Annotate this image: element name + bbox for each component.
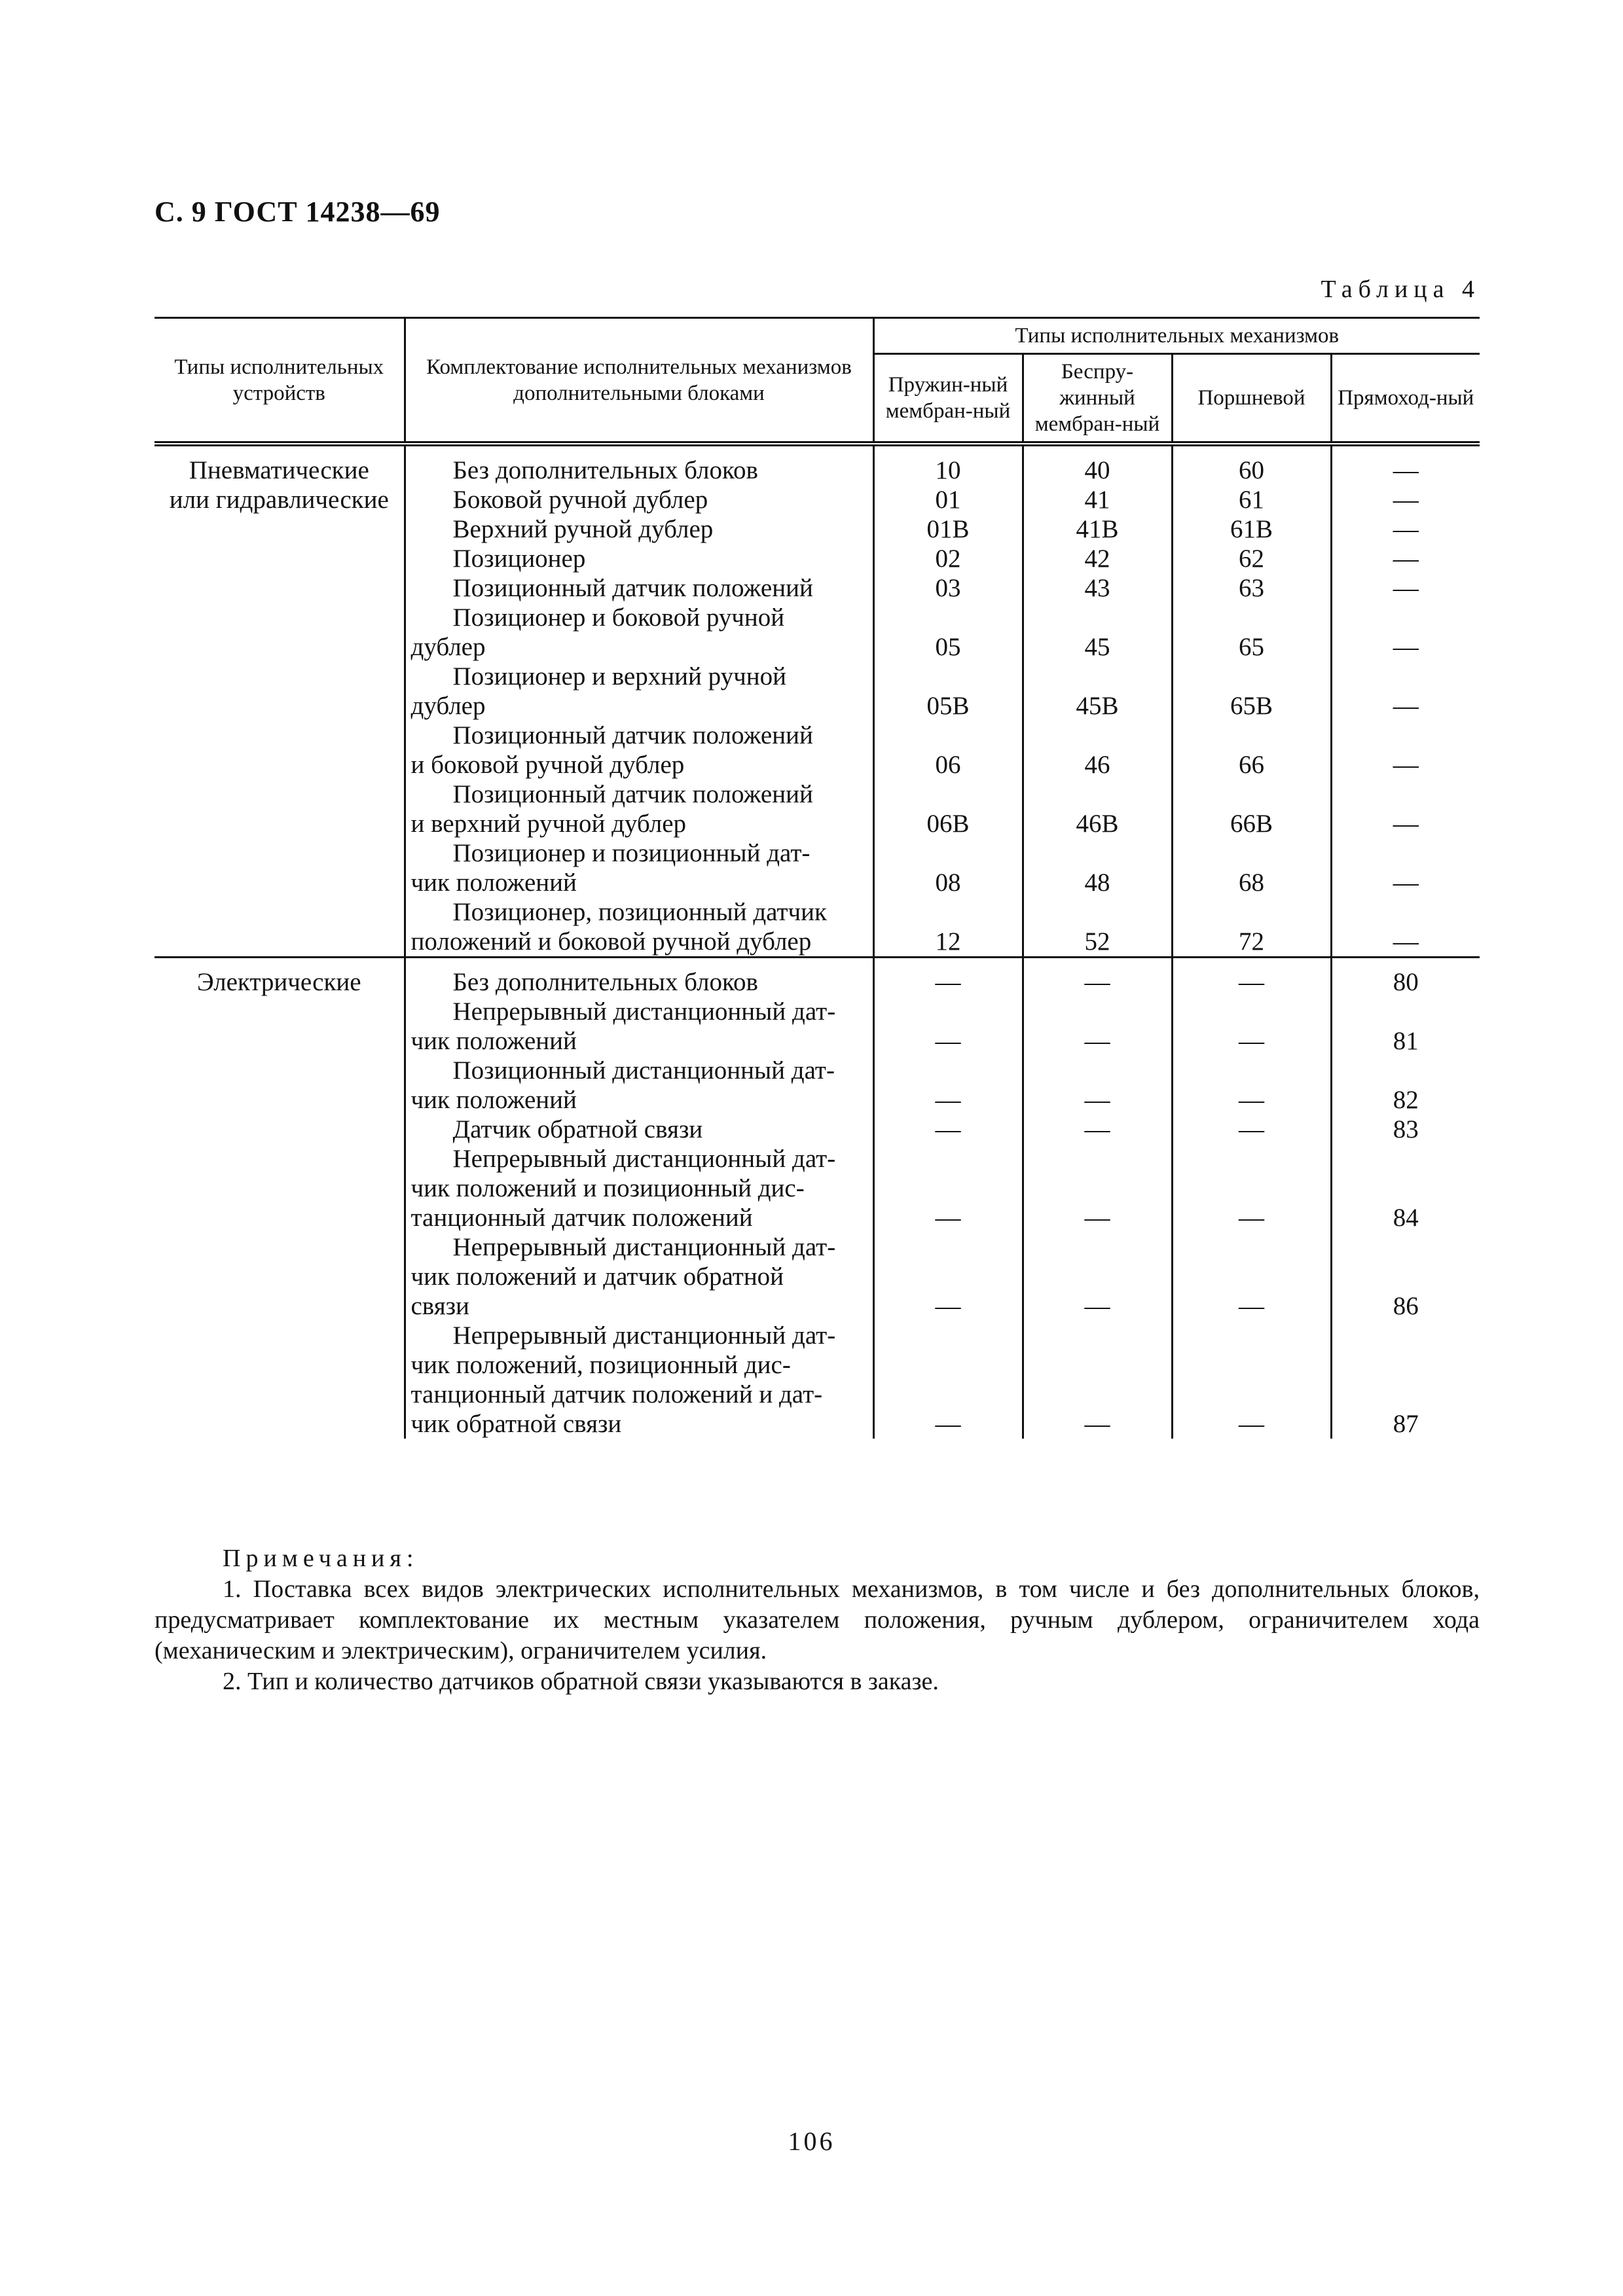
code-cell: 46 [1023, 721, 1172, 780]
kit-line: Позиционный датчик положений [452, 780, 813, 808]
code-cell: 10 [873, 444, 1023, 485]
code-cell: — [1023, 1115, 1172, 1144]
kit-line: чик положений [410, 1027, 577, 1055]
code-cell: 61 [1172, 485, 1331, 514]
header-kit: Комплектование исполнительных механизмов дополнительными блоками [405, 318, 873, 444]
kit-cell [405, 514, 873, 544]
notes [155, 1543, 1480, 1697]
code-cell: 02 [873, 544, 1023, 573]
code-cell: — [1023, 1232, 1172, 1321]
code-cell: — [1172, 997, 1331, 1056]
code-cell: 45 [1023, 603, 1172, 662]
kit-line: Верхний ручной дублер [452, 515, 714, 543]
code-cell: 40 [1023, 444, 1172, 485]
code-cell: 06В [873, 780, 1023, 838]
code-cell: — [1023, 1321, 1172, 1439]
code-cell: — [873, 1056, 1023, 1115]
header-linear: Прямоход-ный [1331, 354, 1480, 444]
code-cell: 65 [1172, 603, 1331, 662]
kit-cell [405, 958, 873, 997]
code-cell: 52 [1023, 897, 1172, 958]
code-cell: 65В [1172, 662, 1331, 721]
kit-line: чик положений, позиционный дис- [410, 1351, 791, 1379]
kit-line: чик положений [410, 869, 577, 897]
code-cell: — [1023, 1144, 1172, 1232]
code-cell: — [1331, 485, 1480, 514]
code-cell: 01В [873, 514, 1023, 544]
code-cell: — [1172, 1056, 1331, 1115]
code-cell: — [1331, 721, 1480, 780]
kit-line: Без дополнительных блоков [452, 456, 758, 484]
note-1: 1. Поставка всех видов электрических исполнительных механизмов, в том числе и без дополнительных блоков, предусматривает комплектование их местным указателем положения, ручным дублером, ограничителем хода (механическим и электрическим), ограничителем усилия. [155, 1575, 1480, 1664]
code-cell: — [1331, 838, 1480, 897]
page-header: С. 9 ГОСТ 14238—69 [155, 196, 441, 228]
code-cell: — [1172, 958, 1331, 997]
code-cell: 80 [1331, 958, 1480, 997]
kit-line: Позиционер и боковой ручной [452, 603, 785, 632]
kit-line: Непрерывный дистанционный дат- [452, 1233, 836, 1261]
notes-heading: Примечания: [223, 1545, 419, 1572]
code-cell: — [1172, 1144, 1331, 1232]
kit-cell [405, 780, 873, 838]
code-cell: — [1331, 662, 1480, 721]
code-cell: 41В [1023, 514, 1172, 544]
kit-line: Непрерывный дистанционный дат- [452, 1321, 836, 1350]
kit-line: дублер [410, 692, 486, 720]
kit-line: и боковой ручной дублер [410, 751, 685, 779]
kit-line: Непрерывный дистанционный дат- [452, 1145, 836, 1173]
code-cell: 82 [1331, 1056, 1480, 1115]
kit-line: дублер [410, 633, 486, 661]
kit-line: Позиционер [452, 545, 586, 573]
code-cell: 72 [1172, 897, 1331, 958]
kit-cell [405, 544, 873, 573]
code-cell: — [1023, 958, 1172, 997]
code-cell: — [873, 997, 1023, 1056]
kit-line: Позиционный датчик положений [452, 574, 813, 602]
kit-line: Позиционер, позиционный датчик [452, 898, 827, 926]
code-cell: — [1331, 780, 1480, 838]
kit-line: Датчик обратной связи [452, 1115, 703, 1143]
code-cell: 81 [1331, 997, 1480, 1056]
kit-line: Позиционер и позиционный дат- [452, 839, 811, 867]
actuator-table [155, 317, 1480, 1439]
device-type-cell [155, 958, 405, 1439]
code-cell: 12 [873, 897, 1023, 958]
kit-cell [405, 897, 873, 958]
table-row [155, 958, 1480, 997]
code-cell: — [1331, 897, 1480, 958]
code-cell: 41 [1023, 485, 1172, 514]
code-cell: 03 [873, 573, 1023, 603]
code-cell: — [873, 1321, 1023, 1439]
header-mechanism-types: Типы исполнительных механизмов [873, 318, 1480, 354]
table-caption: Таблица 4 [1321, 276, 1480, 303]
kit-cell [405, 1232, 873, 1321]
code-cell: 01 [873, 485, 1023, 514]
code-cell: — [1331, 573, 1480, 603]
code-cell: — [1331, 603, 1480, 662]
kit-cell [405, 721, 873, 780]
kit-cell [405, 1321, 873, 1439]
code-cell: 43 [1023, 573, 1172, 603]
page-number: 106 [788, 2126, 835, 2156]
kit-line: Позиционный дистанционный дат- [452, 1056, 835, 1085]
header-device-types: Типы исполнительных устройств [155, 318, 405, 444]
kit-cell [405, 444, 873, 485]
table-row [155, 444, 1480, 485]
kit-line: чик положений и позиционный дис- [410, 1174, 805, 1202]
kit-cell [405, 573, 873, 603]
device-type-label-2: или гидравлические [169, 486, 389, 514]
kit-line: Боковой ручной дублер [452, 486, 708, 514]
code-cell: — [1023, 997, 1172, 1056]
code-cell: — [873, 1115, 1023, 1144]
code-cell: — [873, 958, 1023, 997]
code-cell: 83 [1331, 1115, 1480, 1144]
code-cell: — [1023, 1056, 1172, 1115]
code-cell: 86 [1331, 1232, 1480, 1321]
code-cell: 05В [873, 662, 1023, 721]
kit-line: Позиционный датчик положений [452, 721, 813, 749]
code-cell: 42 [1023, 544, 1172, 573]
kit-cell [405, 1144, 873, 1232]
kit-cell [405, 838, 873, 897]
kit-cell [405, 997, 873, 1056]
note-2: 2. Тип и количество датчиков обратной связи указываются в заказе. [223, 1668, 939, 1695]
code-cell: — [1172, 1115, 1331, 1144]
kit-line: связи [410, 1292, 469, 1320]
code-cell: 87 [1331, 1321, 1480, 1439]
code-cell: 62 [1172, 544, 1331, 573]
kit-cell [405, 662, 873, 721]
device-type-cell [155, 444, 405, 958]
code-cell: 08 [873, 838, 1023, 897]
header-spring-membrane: Пружин-ный мембран-ный [873, 354, 1023, 444]
kit-cell [405, 485, 873, 514]
kit-line: Без дополнительных блоков [452, 968, 758, 996]
code-cell: 84 [1331, 1144, 1480, 1232]
code-cell: 06 [873, 721, 1023, 780]
code-cell: — [1331, 444, 1480, 485]
code-cell: — [1331, 544, 1480, 573]
kit-line: Позиционер и верхний ручной [452, 662, 786, 691]
kit-line: танционный датчик положений и дат- [410, 1380, 823, 1408]
kit-cell [405, 1115, 873, 1144]
table-body [155, 444, 1480, 1439]
code-cell: 66В [1172, 780, 1331, 838]
code-cell: 48 [1023, 838, 1172, 897]
header-piston: Поршневой [1172, 354, 1331, 444]
device-type-label: Пневматические [189, 456, 369, 484]
code-cell: — [873, 1232, 1023, 1321]
code-cell: 61В [1172, 514, 1331, 544]
kit-cell [405, 1056, 873, 1115]
code-cell: — [1331, 514, 1480, 544]
device-type-label: Электрические [196, 968, 361, 996]
code-cell: 63 [1172, 573, 1331, 603]
code-cell: 66 [1172, 721, 1331, 780]
code-cell: 45В [1023, 662, 1172, 721]
code-cell: — [1172, 1232, 1331, 1321]
code-cell: 05 [873, 603, 1023, 662]
code-cell: 46В [1023, 780, 1172, 838]
code-cell: 60 [1172, 444, 1331, 485]
code-cell: — [873, 1144, 1023, 1232]
kit-line: и верхний ручной дублер [410, 810, 687, 838]
kit-line: Непрерывный дистанционный дат- [452, 997, 836, 1026]
header-springless-membrane: Беспру-жинный мембран-ный [1023, 354, 1172, 444]
code-cell: — [1172, 1321, 1331, 1439]
kit-line: чик положений и датчик обратной [410, 1263, 784, 1291]
kit-line: танционный датчик положений [410, 1204, 753, 1232]
code-cell: 68 [1172, 838, 1331, 897]
kit-line: чик положений [410, 1086, 577, 1114]
kit-line: положений и боковой ручной дублер [410, 927, 812, 956]
kit-cell [405, 603, 873, 662]
kit-line: чик обратной связи [410, 1410, 622, 1438]
